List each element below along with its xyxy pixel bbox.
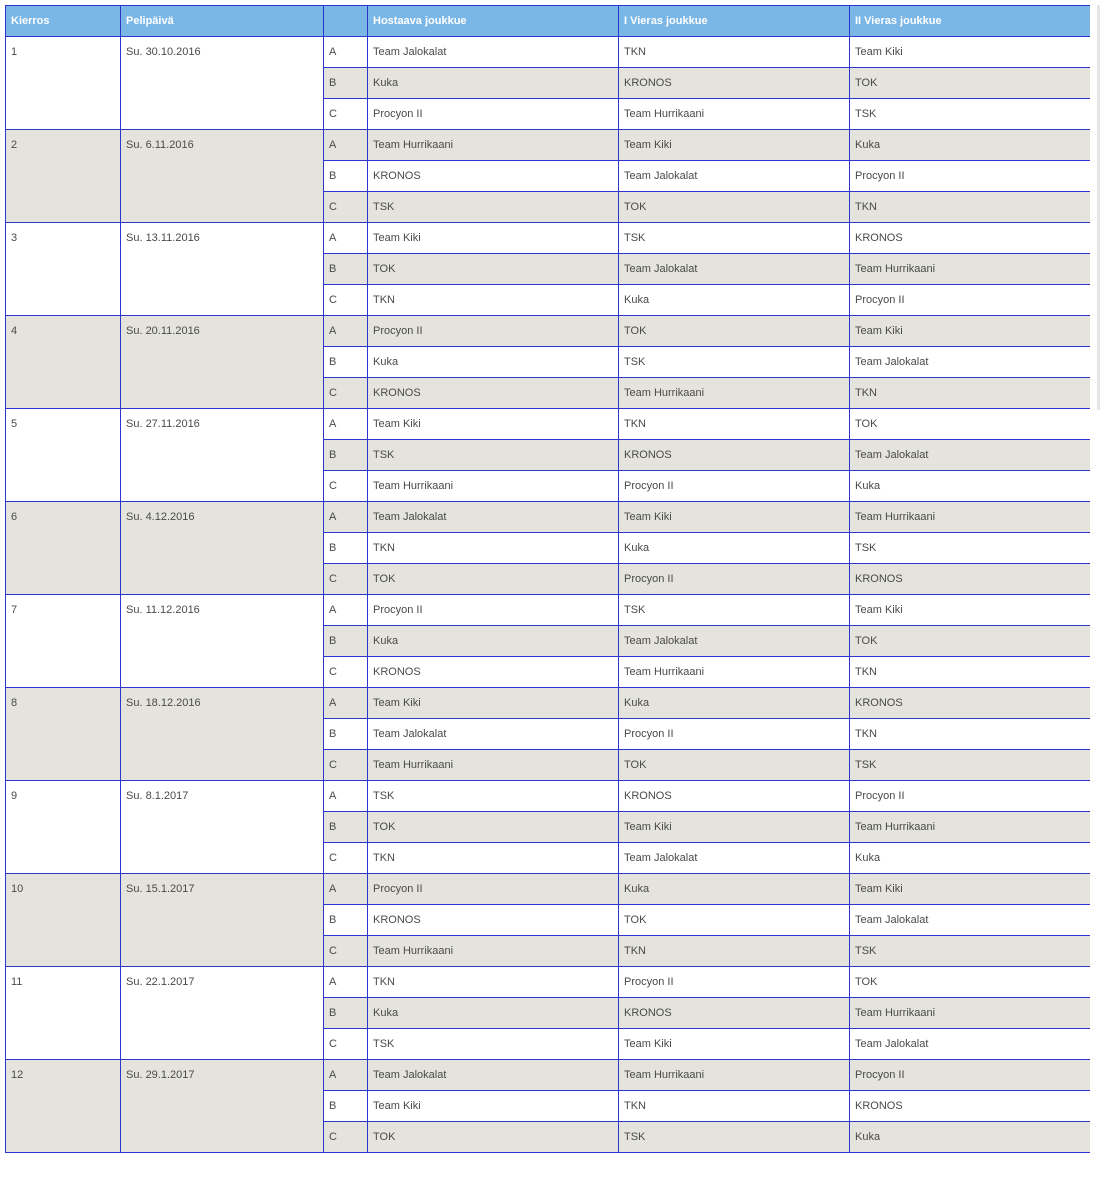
- group-letter: C: [324, 564, 368, 595]
- group-letter: B: [324, 440, 368, 471]
- header-group: [324, 6, 368, 37]
- visitor-1-team: TKN: [619, 409, 850, 440]
- visitor-2-team: Team Jalokalat: [850, 440, 1091, 471]
- host-team: Procyon II: [368, 99, 619, 130]
- visitor-1-team: TSK: [619, 595, 850, 626]
- visitor-1-team: TOK: [619, 905, 850, 936]
- game-date: Su. 30.10.2016: [121, 37, 324, 130]
- visitor-2-team: Procyon II: [850, 1060, 1091, 1091]
- visitor-1-team: Team Kiki: [619, 502, 850, 533]
- visitor-1-team: Team Jalokalat: [619, 626, 850, 657]
- table-row: [6, 874, 1091, 905]
- visitor-1-team: Procyon II: [619, 564, 850, 595]
- visitor-2-team: Team Hurrikaani: [850, 502, 1091, 533]
- host-team: Team Kiki: [368, 223, 619, 254]
- visitor-2-team: TOK: [850, 626, 1091, 657]
- header-date: Pelipäivä: [121, 6, 324, 37]
- header-host: Hostaava joukkue: [368, 6, 619, 37]
- visitor-2-team: Procyon II: [850, 285, 1091, 316]
- host-team: TSK: [368, 192, 619, 223]
- visitor-1-team: Team Kiki: [619, 1029, 850, 1060]
- visitor-1-team: TOK: [619, 192, 850, 223]
- host-team: Team Hurrikaani: [368, 130, 619, 161]
- visitor-1-team: Team Kiki: [619, 130, 850, 161]
- group-letter: A: [324, 781, 368, 812]
- group-letter: B: [324, 347, 368, 378]
- game-date: Su. 4.12.2016: [121, 502, 324, 595]
- host-team: TOK: [368, 254, 619, 285]
- host-team: TOK: [368, 564, 619, 595]
- group-letter: C: [324, 192, 368, 223]
- host-team: Team Kiki: [368, 409, 619, 440]
- group-letter: A: [324, 874, 368, 905]
- visitor-1-team: TOK: [619, 750, 850, 781]
- table-row: [6, 595, 1091, 626]
- group-letter: A: [324, 502, 368, 533]
- visitor-1-team: TKN: [619, 1091, 850, 1122]
- header-row: [6, 6, 1091, 37]
- group-letter: B: [324, 254, 368, 285]
- visitor-1-team: Team Jalokalat: [619, 254, 850, 285]
- group-letter: C: [324, 657, 368, 688]
- visitor-2-team: TKN: [850, 657, 1091, 688]
- visitor-1-team: TKN: [619, 37, 850, 68]
- host-team: TOK: [368, 812, 619, 843]
- host-team: Team Kiki: [368, 1091, 619, 1122]
- visitor-1-team: Procyon II: [619, 719, 850, 750]
- host-team: TOK: [368, 1122, 619, 1153]
- visitor-2-team: TKN: [850, 192, 1091, 223]
- visitor-2-team: Team Hurrikaani: [850, 254, 1091, 285]
- group-letter: B: [324, 719, 368, 750]
- game-date: Su. 27.11.2016: [121, 409, 324, 502]
- visitor-2-team: TKN: [850, 719, 1091, 750]
- visitor-1-team: Kuka: [619, 874, 850, 905]
- group-letter: B: [324, 161, 368, 192]
- visitor-1-team: Kuka: [619, 688, 850, 719]
- visitor-1-team: KRONOS: [619, 781, 850, 812]
- game-date: Su. 20.11.2016: [121, 316, 324, 409]
- group-letter: A: [324, 130, 368, 161]
- host-team: Kuka: [368, 347, 619, 378]
- schedule-container: [5, 5, 1090, 1156]
- schedule-table: [5, 5, 1090, 1153]
- group-letter: A: [324, 316, 368, 347]
- host-team: Team Hurrikaani: [368, 750, 619, 781]
- visitor-2-team: Kuka: [850, 130, 1091, 161]
- visitor-2-team: KRONOS: [850, 688, 1091, 719]
- visitor-2-team: Team Kiki: [850, 874, 1091, 905]
- table-row: [6, 409, 1091, 440]
- host-team: KRONOS: [368, 161, 619, 192]
- group-letter: C: [324, 936, 368, 967]
- host-team: Team Kiki: [368, 688, 619, 719]
- round-number: 3: [6, 223, 121, 316]
- host-team: KRONOS: [368, 657, 619, 688]
- visitor-2-team: Procyon II: [850, 161, 1091, 192]
- group-letter: B: [324, 626, 368, 657]
- visitor-2-team: KRONOS: [850, 564, 1091, 595]
- visitor-1-team: Team Hurrikaani: [619, 99, 850, 130]
- round-number: 12: [6, 1060, 121, 1153]
- round-number: 5: [6, 409, 121, 502]
- group-letter: B: [324, 812, 368, 843]
- visitor-2-team: TSK: [850, 533, 1091, 564]
- visitor-1-team: TSK: [619, 223, 850, 254]
- visitor-2-team: Team Kiki: [850, 37, 1091, 68]
- visitor-2-team: Kuka: [850, 843, 1091, 874]
- group-letter: A: [324, 688, 368, 719]
- round-number: 2: [6, 130, 121, 223]
- visitor-1-team: Team Kiki: [619, 812, 850, 843]
- group-letter: A: [324, 1060, 368, 1091]
- schedule-body: [6, 37, 1091, 1153]
- group-letter: C: [324, 378, 368, 409]
- group-letter: C: [324, 471, 368, 502]
- visitor-2-team: Team Jalokalat: [850, 347, 1091, 378]
- host-team: TSK: [368, 781, 619, 812]
- visitor-1-team: Procyon II: [619, 967, 850, 998]
- game-date: Su. 13.11.2016: [121, 223, 324, 316]
- group-letter: B: [324, 1091, 368, 1122]
- group-letter: A: [324, 595, 368, 626]
- table-row: [6, 502, 1091, 533]
- group-letter: C: [324, 285, 368, 316]
- host-team: Kuka: [368, 998, 619, 1029]
- visitor-2-team: Team Kiki: [850, 316, 1091, 347]
- visitor-2-team: TOK: [850, 409, 1091, 440]
- visitor-1-team: TKN: [619, 936, 850, 967]
- group-letter: B: [324, 533, 368, 564]
- round-number: 7: [6, 595, 121, 688]
- group-letter: A: [324, 37, 368, 68]
- visitor-1-team: KRONOS: [619, 998, 850, 1029]
- table-row: [6, 781, 1091, 812]
- host-team: TKN: [368, 533, 619, 564]
- round-number: 4: [6, 316, 121, 409]
- group-letter: C: [324, 1122, 368, 1153]
- table-row: [6, 967, 1091, 998]
- visitor-2-team: Team Kiki: [850, 595, 1091, 626]
- visitor-2-team: KRONOS: [850, 223, 1091, 254]
- group-letter: B: [324, 905, 368, 936]
- group-letter: A: [324, 223, 368, 254]
- visitor-1-team: KRONOS: [619, 440, 850, 471]
- table-row: [6, 1060, 1091, 1091]
- visitor-2-team: KRONOS: [850, 1091, 1091, 1122]
- visitor-1-team: Kuka: [619, 533, 850, 564]
- visitor-2-team: TSK: [850, 936, 1091, 967]
- visitor-2-team: Team Hurrikaani: [850, 812, 1091, 843]
- visitor-1-team: TSK: [619, 347, 850, 378]
- host-team: TSK: [368, 1029, 619, 1060]
- host-team: Kuka: [368, 626, 619, 657]
- visitor-2-team: Team Jalokalat: [850, 905, 1091, 936]
- visitor-2-team: Kuka: [850, 1122, 1091, 1153]
- host-team: Kuka: [368, 68, 619, 99]
- table-row: [6, 223, 1091, 254]
- visitor-2-team: TSK: [850, 750, 1091, 781]
- round-number: 1: [6, 37, 121, 130]
- host-team: KRONOS: [368, 905, 619, 936]
- host-team: Team Jalokalat: [368, 1060, 619, 1091]
- round-number: 6: [6, 502, 121, 595]
- round-number: 10: [6, 874, 121, 967]
- round-number: 11: [6, 967, 121, 1060]
- group-letter: A: [324, 967, 368, 998]
- group-letter: C: [324, 1029, 368, 1060]
- header-visitor-2: II Vieras joukkue: [850, 6, 1091, 37]
- host-team: Team Hurrikaani: [368, 936, 619, 967]
- game-date: Su. 29.1.2017: [121, 1060, 324, 1153]
- group-letter: C: [324, 843, 368, 874]
- visitor-2-team: TKN: [850, 378, 1091, 409]
- visitor-2-team: Team Jalokalat: [850, 1029, 1091, 1060]
- visitor-2-team: TOK: [850, 68, 1091, 99]
- host-team: TSK: [368, 440, 619, 471]
- host-team: TKN: [368, 967, 619, 998]
- header-visitor-1: I Vieras joukkue: [619, 6, 850, 37]
- visitor-2-team: TOK: [850, 967, 1091, 998]
- group-letter: C: [324, 750, 368, 781]
- visitor-1-team: Team Hurrikaani: [619, 657, 850, 688]
- group-letter: C: [324, 99, 368, 130]
- host-team: TKN: [368, 843, 619, 874]
- table-row: [6, 316, 1091, 347]
- visitor-2-team: Team Hurrikaani: [850, 998, 1091, 1029]
- visitor-1-team: Team Jalokalat: [619, 843, 850, 874]
- visitor-1-team: Team Hurrikaani: [619, 378, 850, 409]
- visitor-1-team: KRONOS: [619, 68, 850, 99]
- visitor-2-team: TSK: [850, 99, 1091, 130]
- game-date: Su. 15.1.2017: [121, 874, 324, 967]
- visitor-1-team: TSK: [619, 1122, 850, 1153]
- host-team: Procyon II: [368, 316, 619, 347]
- host-team: Team Jalokalat: [368, 37, 619, 68]
- round-number: 9: [6, 781, 121, 874]
- visitor-1-team: Kuka: [619, 285, 850, 316]
- game-date: Su. 11.12.2016: [121, 595, 324, 688]
- group-letter: A: [324, 409, 368, 440]
- round-number: 8: [6, 688, 121, 781]
- group-letter: B: [324, 998, 368, 1029]
- table-row: [6, 37, 1091, 68]
- game-date: Su. 6.11.2016: [121, 130, 324, 223]
- header-round: Kierros: [6, 6, 121, 37]
- host-team: Team Jalokalat: [368, 502, 619, 533]
- visitor-2-team: Procyon II: [850, 781, 1091, 812]
- group-letter: B: [324, 68, 368, 99]
- host-team: Team Hurrikaani: [368, 471, 619, 502]
- host-team: Team Jalokalat: [368, 719, 619, 750]
- visitor-2-team: Kuka: [850, 471, 1091, 502]
- host-team: KRONOS: [368, 378, 619, 409]
- table-row: [6, 130, 1091, 161]
- visitor-1-team: Procyon II: [619, 471, 850, 502]
- host-team: TKN: [368, 285, 619, 316]
- host-team: Procyon II: [368, 874, 619, 905]
- table-row: [6, 688, 1091, 719]
- visitor-1-team: Team Hurrikaani: [619, 1060, 850, 1091]
- game-date: Su. 18.12.2016: [121, 688, 324, 781]
- visitor-1-team: TOK: [619, 316, 850, 347]
- host-team: Procyon II: [368, 595, 619, 626]
- visitor-1-team: Team Jalokalat: [619, 161, 850, 192]
- game-date: Su. 22.1.2017: [121, 967, 324, 1060]
- game-date: Su. 8.1.2017: [121, 781, 324, 874]
